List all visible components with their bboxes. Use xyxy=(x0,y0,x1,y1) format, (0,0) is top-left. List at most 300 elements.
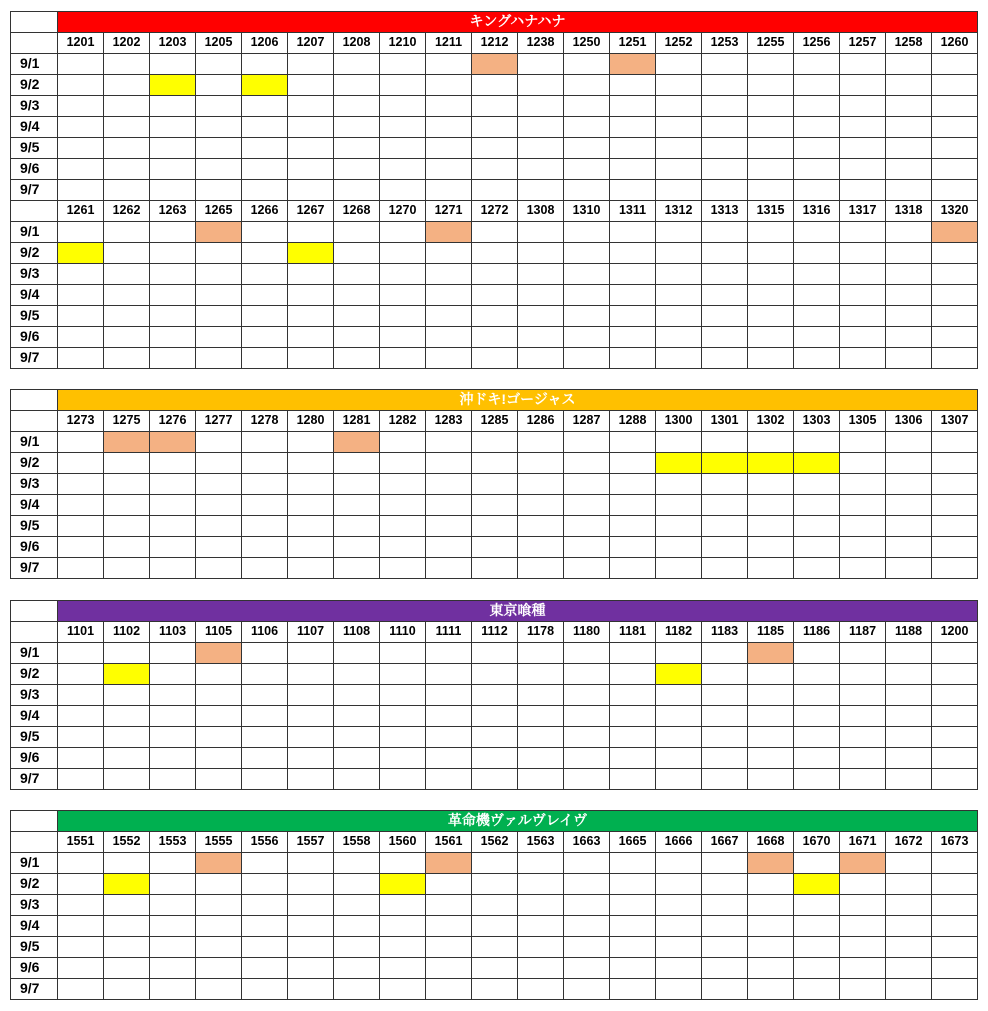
data-cell xyxy=(655,242,702,264)
machine-number-header: 1238 xyxy=(517,32,564,54)
machine-number-header: 1306 xyxy=(885,410,932,432)
data-cell xyxy=(655,53,702,75)
data-cell xyxy=(701,557,748,579)
data-cell xyxy=(333,894,380,916)
data-cell xyxy=(379,642,426,664)
data-cell xyxy=(793,431,840,453)
data-cell xyxy=(517,768,564,790)
data-cell xyxy=(839,536,886,558)
data-cell xyxy=(471,179,518,201)
data-cell xyxy=(57,53,104,75)
machine-number-header: 1268 xyxy=(333,200,380,222)
data-cell xyxy=(609,137,656,159)
data-cell xyxy=(839,137,886,159)
machine-number-header: 1110 xyxy=(379,621,426,643)
data-cell xyxy=(747,726,794,748)
data-cell xyxy=(471,936,518,958)
data-cell xyxy=(425,347,472,369)
machine-number-header: 1263 xyxy=(149,200,196,222)
highlighted-cell-salmon xyxy=(195,852,242,874)
machine-number-header: 1257 xyxy=(839,32,886,54)
data-cell xyxy=(563,452,610,474)
machine-number-header: 1562 xyxy=(471,831,518,853)
data-cell xyxy=(287,768,334,790)
data-cell xyxy=(103,957,150,979)
data-cell xyxy=(839,873,886,895)
data-cell xyxy=(333,978,380,1000)
data-cell xyxy=(425,705,472,727)
data-cell xyxy=(195,452,242,474)
data-cell xyxy=(563,936,610,958)
data-cell xyxy=(149,284,196,306)
data-cell xyxy=(885,305,932,327)
data-cell xyxy=(149,705,196,727)
data-cell xyxy=(931,284,978,306)
data-cell xyxy=(517,431,564,453)
data-cell xyxy=(287,305,334,327)
machine-number-header: 1201 xyxy=(57,32,104,54)
data-cell xyxy=(747,116,794,138)
data-cell xyxy=(885,158,932,180)
data-cell xyxy=(241,852,288,874)
data-cell xyxy=(425,663,472,685)
data-cell xyxy=(287,137,334,159)
data-cell xyxy=(839,726,886,748)
data-cell xyxy=(885,684,932,706)
data-cell xyxy=(57,473,104,495)
data-cell xyxy=(379,158,426,180)
data-cell xyxy=(747,894,794,916)
highlighted-cell-yellow xyxy=(379,873,426,895)
data-cell xyxy=(195,494,242,516)
data-cell xyxy=(885,536,932,558)
data-cell xyxy=(195,978,242,1000)
machine-number-header: 1212 xyxy=(471,32,518,54)
data-cell xyxy=(57,494,104,516)
data-cell xyxy=(333,284,380,306)
data-cell xyxy=(195,431,242,453)
data-cell xyxy=(241,494,288,516)
data-cell xyxy=(333,116,380,138)
day-label: 9/3 xyxy=(10,95,58,117)
data-cell xyxy=(287,705,334,727)
section-title: 東京喰種 xyxy=(57,600,978,622)
data-cell xyxy=(839,179,886,201)
data-cell xyxy=(471,663,518,685)
data-cell xyxy=(793,74,840,96)
data-cell xyxy=(839,53,886,75)
data-cell xyxy=(57,894,104,916)
data-cell xyxy=(563,894,610,916)
machine-number-header: 1210 xyxy=(379,32,426,54)
day-label: 9/5 xyxy=(10,305,58,327)
data-cell xyxy=(103,221,150,243)
data-cell xyxy=(241,473,288,495)
data-cell xyxy=(885,137,932,159)
data-cell xyxy=(379,915,426,937)
data-cell xyxy=(885,894,932,916)
data-cell xyxy=(425,242,472,264)
data-cell xyxy=(747,663,794,685)
data-cell xyxy=(563,873,610,895)
day-label: 9/5 xyxy=(10,726,58,748)
machine-number-header: 1102 xyxy=(103,621,150,643)
data-cell xyxy=(655,179,702,201)
data-cell xyxy=(701,978,748,1000)
data-cell xyxy=(931,663,978,685)
data-cell xyxy=(57,326,104,348)
data-cell xyxy=(655,431,702,453)
data-cell xyxy=(609,873,656,895)
data-cell xyxy=(425,473,472,495)
data-cell xyxy=(425,557,472,579)
data-cell xyxy=(333,873,380,895)
data-cell xyxy=(931,915,978,937)
data-cell xyxy=(655,684,702,706)
data-cell xyxy=(701,263,748,285)
data-cell xyxy=(517,894,564,916)
data-cell xyxy=(471,74,518,96)
data-cell xyxy=(517,95,564,117)
data-cell xyxy=(333,179,380,201)
data-cell xyxy=(195,915,242,937)
data-cell xyxy=(931,116,978,138)
data-cell xyxy=(287,494,334,516)
data-cell xyxy=(563,137,610,159)
data-cell xyxy=(195,684,242,706)
data-cell xyxy=(195,663,242,685)
data-cell xyxy=(701,473,748,495)
data-cell xyxy=(839,221,886,243)
data-cell xyxy=(425,873,472,895)
machine-number-header: 1303 xyxy=(793,410,840,432)
data-cell xyxy=(471,347,518,369)
data-cell xyxy=(701,873,748,895)
data-cell xyxy=(149,326,196,348)
data-cell xyxy=(793,347,840,369)
data-cell xyxy=(333,326,380,348)
data-cell xyxy=(195,768,242,790)
data-cell xyxy=(701,768,748,790)
machine-number-header: 1320 xyxy=(931,200,978,222)
data-cell xyxy=(287,915,334,937)
data-cell xyxy=(655,347,702,369)
data-cell xyxy=(379,242,426,264)
data-cell xyxy=(287,978,334,1000)
data-cell xyxy=(333,347,380,369)
data-cell xyxy=(287,452,334,474)
data-cell xyxy=(609,221,656,243)
data-cell xyxy=(655,768,702,790)
data-cell xyxy=(471,305,518,327)
machine-number-header: 1553 xyxy=(149,831,196,853)
data-cell xyxy=(747,284,794,306)
data-cell xyxy=(471,852,518,874)
corner-cell xyxy=(10,600,58,622)
data-cell xyxy=(793,852,840,874)
data-cell xyxy=(563,978,610,1000)
data-cell xyxy=(747,347,794,369)
data-cell xyxy=(333,936,380,958)
data-cell xyxy=(57,137,104,159)
data-cell xyxy=(563,536,610,558)
data-cell xyxy=(701,705,748,727)
data-cell xyxy=(931,326,978,348)
data-cell xyxy=(609,494,656,516)
data-cell xyxy=(885,663,932,685)
data-cell xyxy=(563,768,610,790)
data-cell xyxy=(655,263,702,285)
data-cell xyxy=(103,158,150,180)
data-cell xyxy=(793,284,840,306)
data-cell xyxy=(379,557,426,579)
data-cell xyxy=(57,347,104,369)
data-cell xyxy=(471,705,518,727)
data-cell xyxy=(333,852,380,874)
data-cell xyxy=(885,873,932,895)
data-cell xyxy=(655,137,702,159)
data-cell xyxy=(57,726,104,748)
data-cell xyxy=(57,915,104,937)
data-cell xyxy=(103,137,150,159)
data-cell xyxy=(885,557,932,579)
data-cell xyxy=(241,894,288,916)
data-cell xyxy=(195,347,242,369)
data-cell xyxy=(379,978,426,1000)
corner-cell xyxy=(10,200,58,222)
data-cell xyxy=(701,726,748,748)
data-cell xyxy=(379,431,426,453)
data-cell xyxy=(931,158,978,180)
machine-number-header: 1305 xyxy=(839,410,886,432)
data-cell xyxy=(793,747,840,769)
data-cell xyxy=(793,978,840,1000)
data-cell xyxy=(333,705,380,727)
data-cell xyxy=(379,684,426,706)
highlighted-cell-yellow xyxy=(287,242,334,264)
data-cell xyxy=(241,726,288,748)
data-cell xyxy=(379,263,426,285)
data-cell xyxy=(379,515,426,537)
data-cell xyxy=(471,116,518,138)
highlighted-cell-yellow xyxy=(103,873,150,895)
data-cell xyxy=(609,705,656,727)
data-cell xyxy=(103,74,150,96)
data-cell xyxy=(333,726,380,748)
data-cell xyxy=(103,852,150,874)
data-cell xyxy=(379,347,426,369)
data-cell xyxy=(241,557,288,579)
data-cell xyxy=(333,137,380,159)
data-cell xyxy=(563,684,610,706)
data-cell xyxy=(931,957,978,979)
machine-number-header: 1285 xyxy=(471,410,518,432)
data-cell xyxy=(701,326,748,348)
data-cell xyxy=(57,936,104,958)
data-cell xyxy=(563,179,610,201)
data-cell xyxy=(931,873,978,895)
data-cell xyxy=(931,263,978,285)
machine-number-header: 1311 xyxy=(609,200,656,222)
data-cell xyxy=(885,915,932,937)
machine-number-header: 1671 xyxy=(839,831,886,853)
data-cell xyxy=(655,873,702,895)
data-cell xyxy=(793,494,840,516)
data-cell xyxy=(195,53,242,75)
data-cell xyxy=(931,515,978,537)
data-cell xyxy=(241,179,288,201)
data-cell xyxy=(517,873,564,895)
data-cell xyxy=(609,431,656,453)
data-cell xyxy=(241,957,288,979)
machine-number-header: 1273 xyxy=(57,410,104,432)
data-cell xyxy=(149,305,196,327)
data-cell xyxy=(333,915,380,937)
data-cell xyxy=(655,915,702,937)
data-cell xyxy=(609,663,656,685)
highlighted-cell-yellow xyxy=(793,452,840,474)
data-cell xyxy=(287,263,334,285)
data-cell xyxy=(471,452,518,474)
data-cell xyxy=(701,74,748,96)
data-cell xyxy=(103,305,150,327)
data-cell xyxy=(425,936,472,958)
data-cell xyxy=(793,663,840,685)
data-cell xyxy=(517,158,564,180)
data-cell xyxy=(379,852,426,874)
machine-number-header: 1317 xyxy=(839,200,886,222)
machine-number-header: 1103 xyxy=(149,621,196,643)
data-cell xyxy=(57,74,104,96)
day-label: 9/4 xyxy=(10,116,58,138)
machine-number-header: 1278 xyxy=(241,410,288,432)
data-cell xyxy=(149,978,196,1000)
data-cell xyxy=(425,978,472,1000)
data-cell xyxy=(839,557,886,579)
data-cell xyxy=(701,642,748,664)
data-cell xyxy=(379,305,426,327)
data-cell xyxy=(103,768,150,790)
data-cell xyxy=(471,221,518,243)
machine-number-header: 1272 xyxy=(471,200,518,222)
data-cell xyxy=(517,242,564,264)
data-cell xyxy=(241,705,288,727)
machine-number-header: 1310 xyxy=(563,200,610,222)
day-label: 9/5 xyxy=(10,515,58,537)
data-cell xyxy=(747,95,794,117)
highlighted-cell-salmon xyxy=(333,431,380,453)
data-cell xyxy=(57,221,104,243)
data-cell xyxy=(425,116,472,138)
data-cell xyxy=(839,768,886,790)
data-cell xyxy=(195,873,242,895)
data-cell xyxy=(517,53,564,75)
data-cell xyxy=(379,53,426,75)
data-cell xyxy=(747,936,794,958)
data-cell xyxy=(563,705,610,727)
data-cell xyxy=(425,95,472,117)
data-cell xyxy=(425,284,472,306)
data-cell xyxy=(701,936,748,958)
data-cell xyxy=(517,705,564,727)
data-cell xyxy=(333,747,380,769)
data-cell xyxy=(333,158,380,180)
data-cell xyxy=(103,705,150,727)
data-cell xyxy=(333,53,380,75)
data-cell xyxy=(425,957,472,979)
data-cell xyxy=(655,221,702,243)
data-cell xyxy=(793,158,840,180)
data-cell xyxy=(333,242,380,264)
data-cell xyxy=(609,284,656,306)
data-cell xyxy=(563,116,610,138)
data-cell xyxy=(563,242,610,264)
day-label: 9/2 xyxy=(10,663,58,685)
machine-number-header: 1188 xyxy=(885,621,932,643)
data-cell xyxy=(931,74,978,96)
data-cell xyxy=(241,978,288,1000)
data-cell xyxy=(609,684,656,706)
data-cell xyxy=(149,263,196,285)
data-cell xyxy=(241,158,288,180)
machine-number-header: 1277 xyxy=(195,410,242,432)
data-cell xyxy=(609,852,656,874)
data-cell xyxy=(885,642,932,664)
data-cell xyxy=(287,95,334,117)
data-cell xyxy=(471,326,518,348)
corner-cell xyxy=(10,831,58,853)
data-cell xyxy=(747,536,794,558)
data-cell xyxy=(57,684,104,706)
day-label: 9/7 xyxy=(10,768,58,790)
data-cell xyxy=(701,494,748,516)
data-cell xyxy=(195,326,242,348)
data-cell xyxy=(517,642,564,664)
data-cell xyxy=(839,305,886,327)
data-cell xyxy=(609,936,656,958)
data-cell xyxy=(103,53,150,75)
highlighted-cell-salmon xyxy=(195,642,242,664)
data-cell xyxy=(195,536,242,558)
data-cell xyxy=(195,263,242,285)
data-cell xyxy=(793,957,840,979)
data-cell xyxy=(195,473,242,495)
machine-number-header: 1185 xyxy=(747,621,794,643)
data-cell xyxy=(241,221,288,243)
data-cell xyxy=(241,873,288,895)
data-cell xyxy=(609,915,656,937)
data-cell xyxy=(793,95,840,117)
data-cell xyxy=(793,53,840,75)
data-cell xyxy=(701,852,748,874)
machine-number-header: 1187 xyxy=(839,621,886,643)
data-cell xyxy=(885,936,932,958)
machine-number-header: 1271 xyxy=(425,200,472,222)
highlighted-cell-yellow xyxy=(149,74,196,96)
data-cell xyxy=(425,158,472,180)
data-cell xyxy=(931,494,978,516)
data-cell xyxy=(563,95,610,117)
data-cell xyxy=(103,326,150,348)
data-cell xyxy=(425,326,472,348)
data-cell xyxy=(379,936,426,958)
data-cell xyxy=(885,768,932,790)
data-cell xyxy=(609,515,656,537)
data-cell xyxy=(195,116,242,138)
data-cell xyxy=(517,978,564,1000)
data-cell xyxy=(517,284,564,306)
data-cell xyxy=(379,957,426,979)
